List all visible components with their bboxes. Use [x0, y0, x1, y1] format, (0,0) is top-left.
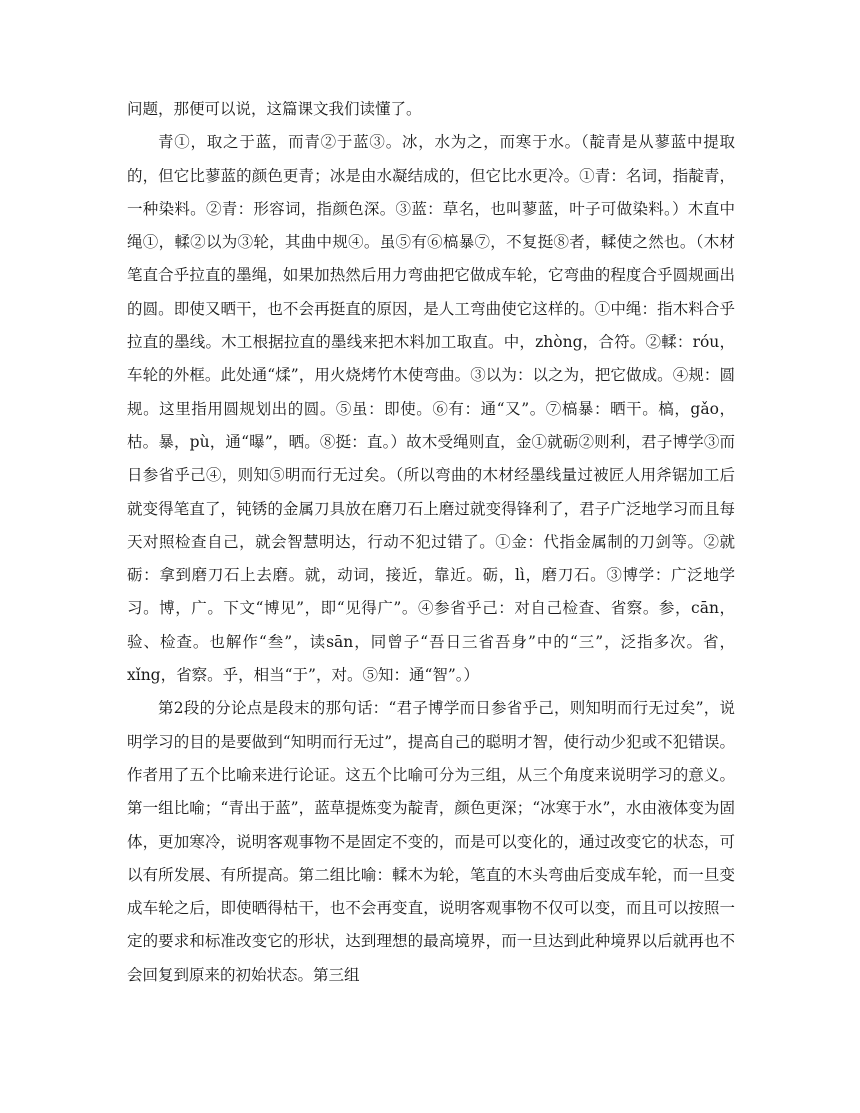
paragraph-analysis: 第2段的分论点是段末的那句话：“君子博学而日参省乎己，则知明而行无过矣”，说明学习的目的是要做到“知明而行无过”，提高自己的聪明才智，使行动少犯或不犯错误。作者用了五个比喻来进行论证。这五个比喻可分为三组，从三个角度来说明学习的意义。第一组比喻；“青出于蓝”，蓝草提炼变为靛青，颜色更深；“冰寒于水”，水由液体变为固体，更加寒冷，说明客观事物不是固定不变的，而是可以变化的，通过改变它的状态，可以有所发展、有所提高。第二组比喻：輮木为轮，笔直的木头弯曲后变成车轮，而一旦变成车轮之后，即使晒得枯干，也不会再变直，说明客观事物不仅可以变，而且可以按照一定的要求和标准改变它的形状，达到理想的最高境界，而一旦达到此种境界以后就再也不会回复到原来的初始状态。第三组	[127, 699, 735, 984]
paragraph-continuation: 问题，那便可以说，这篇课文我们读懂了。	[127, 100, 422, 118]
document-page	[127, 93, 735, 992]
paragraph-quote-annotation: 青①，取之于蓝，而青②于蓝③。冰，水为之，而寒于水。（靛青是从蓼蓝中提取的，但它比蓼蓝的颜色更青；冰是由水凝结成的，但它比水更冷。①青：名词，指靛青，一种染料。②青：形容词，指颜色深。③蓝：草名，也叫蓼蓝，叶子可做染料。）木直中绳①，輮②以为③轮，其曲中规④。虽⑤有⑥槁暴⑦，不复挺⑧者，輮使之然也。（木材笔直合乎拉直的墨绳，如果加热然后用力弯曲把它做成车轮，它弯曲的程度合乎圆规画出的圆。即使又晒干，也不会再挺直的原因，是人工弯曲使它这样的。①中绳：指木料合乎拉直的墨线。木工根据拉直的墨线来把木料加工取直。中，zhòng，合符。②輮：róu，车轮的外框。此处通“煣”，用火烧烤竹木使弯曲。③以为：以之为，把它做成。④规：圆规。这里指用圆规划出的圆。⑤虽：即使。⑥有：通“又”。⑦槁暴：晒干。槁，gǎo，枯。暴，pù，通“曝”，晒。⑧挺：直。）故木受绳则直，金①就砺②则利，君子博学③而日参省乎己④，则知⑤明而行无过矣。（所以弯曲的木材经墨线量过被匠人用斧锯加工后就变得笔直了，钝锈的金属刀具放在磨刀石上磨过就变得锋利了，君子广泛地学习而且每天对照检查自己，就会智慧明达，行动不犯过错了。①金：代指金属制的刀剑等。②就砺：拿到磨刀石上去磨。就，动词，接近，靠近。砺，lì，磨刀石。③博学：广泛地学习。博，广。下文“博见”，即“见得广”。④参省乎己：对自己检查、省察。参，cān，验、检查。也解作“叁”，读sān，同曾子“吾日三省吾身”中的“三”，泛指多次。省，xǐng，省察。乎，相当“于”，对。⑤知：通“智”。）	[127, 133, 735, 685]
